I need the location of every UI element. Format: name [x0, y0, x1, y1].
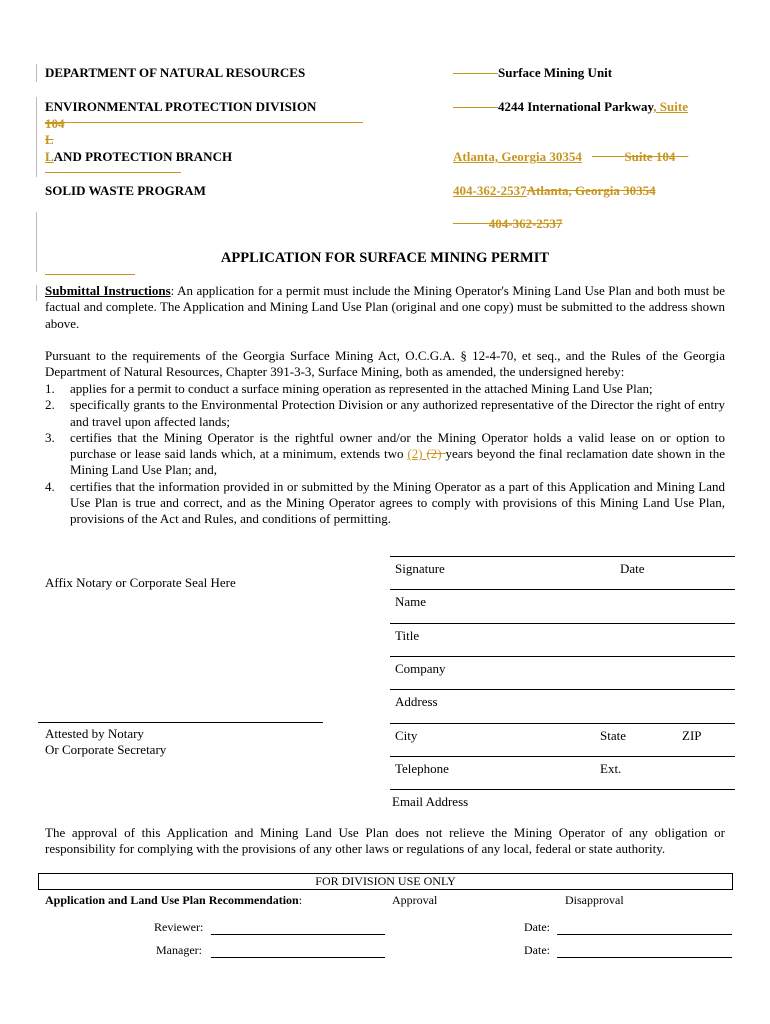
deleted-suite-text: Suite 104 [624, 149, 676, 164]
list-item [45, 479, 725, 528]
deleted-two: (2) [426, 446, 446, 462]
deletion-line [453, 107, 498, 108]
manager-label: Manager: [156, 943, 202, 957]
submittal-instructions [45, 283, 725, 332]
submittal-text-2: The Application and Mining Land Use Plan (original and one copy) must be submitted to the address shown above. [45, 299, 726, 331]
page-title: APPLICATION FOR SURFACE MINING PERMIT [220, 250, 550, 266]
email-label: Email Address [392, 794, 469, 809]
name-field[interactable] [390, 589, 735, 609]
branch-name-rest: AND PROTECTION BRANCH [53, 149, 233, 164]
notary-signature-line[interactable] [38, 722, 323, 723]
telephone-field[interactable] [390, 756, 735, 776]
reviewer-date-line[interactable] [557, 934, 732, 935]
recommendation-colon: : [298, 893, 303, 907]
list-item [45, 430, 725, 479]
signature-field[interactable] [390, 556, 735, 576]
company-label: Company [395, 661, 446, 676]
zip-label: ZIP [682, 728, 702, 743]
city-line [453, 149, 688, 165]
street-address-text: 4244 International Parkway [498, 99, 654, 114]
deleted-suite [592, 149, 688, 164]
submittal-colon: : [170, 283, 178, 298]
deleted-phone-line [453, 216, 562, 232]
unit-name: Surface Mining Unit [498, 65, 613, 80]
list-text-pre: certifies that the Mining Operator is the rightful owner and/or the Mining Operator holds a valid lease on or option to purchase or lease said lands which, at a minimum, extends two [70, 429, 725, 462]
revision-bar [36, 97, 37, 177]
list-number: 2. [45, 397, 55, 413]
deletion-line [453, 73, 498, 74]
name-label: Name [395, 594, 427, 609]
list-number: 3. [45, 429, 55, 445]
city-state-zip-field[interactable] [390, 723, 735, 743]
program-name: SOLID WASTE PROGRAM [45, 183, 206, 198]
pursuant-paragraph: Pursuant to the requirements of the Georgia Surface Mining Act, O.C.G.A. § 12-4-70, et seq., and the Rules of the Georgia Department of Natural Resources, Chapter 391-3-3, Surface Mining, both as amended, the undersigned hereby: [45, 348, 725, 380]
reviewer-line[interactable] [211, 934, 385, 935]
revision-bar [36, 64, 37, 82]
deleted-suite-number: 104 [45, 116, 65, 131]
division-name: ENVIRONMENTAL PROTECTION DIVISION [45, 99, 317, 114]
insertion-line [45, 172, 181, 173]
submittal-text-1: An application for a permit must include the Mining Operator's Mining Land Use Plan and both must be factual and complete. [45, 283, 726, 315]
approval-option[interactable]: Approval [392, 893, 438, 907]
deletion-line [45, 122, 363, 123]
reviewer-label: Reviewer: [154, 920, 204, 934]
manager-date-line[interactable] [557, 957, 732, 958]
attested-label-2: Or Corporate Secretary [45, 742, 167, 757]
deleted-letter: L [45, 132, 54, 147]
title-label: Title [395, 628, 420, 643]
dept-name: DEPARTMENT OF NATURAL RESOURCES [45, 65, 306, 80]
inserted-suite: , Suite [653, 99, 688, 114]
list-item [45, 381, 725, 397]
address-field[interactable] [390, 689, 735, 709]
manager-line[interactable] [211, 957, 385, 958]
list-text: applies for a permit to conduct a surface mining operation as represented in the attached Mining Land Use Plan; [70, 381, 653, 396]
date-label: Date [620, 561, 645, 576]
city-label: City [395, 728, 418, 743]
list-number: 4. [45, 478, 55, 494]
address-label: Address [395, 694, 438, 709]
state-label: State [600, 728, 626, 743]
undertakings-list [45, 381, 725, 528]
title-field[interactable] [390, 623, 735, 643]
insertion-line [45, 274, 135, 275]
inserted-letter: L [45, 149, 54, 164]
revision-bar [36, 285, 37, 301]
submittal-label: Submittal Instructions [45, 283, 171, 298]
email-field[interactable] [390, 789, 735, 809]
list-item [45, 397, 725, 430]
division-use-header: FOR DIVISION USE ONLY [38, 873, 733, 890]
inserted-phone: 404-362-2537 [453, 183, 527, 198]
ext-label: Ext. [600, 761, 622, 776]
phone-line [453, 183, 656, 199]
street-address [498, 99, 688, 115]
reviewer-date-label: Date: [524, 920, 550, 934]
deleted-city: Atlanta, Georgia 30354 [526, 183, 656, 198]
list-text: certifies that the information provided in or submitted by the Mining Operator as a part of this Application and Mining Land Use Plan is true and correct, and as the Mining Operator agrees to comply with provisions of this Mining Land Use Plan, provisions of the Act and Rules, and conditions of permitting. [70, 478, 725, 527]
approval-disclaimer: The approval of this Application and Mining Land Use Plan does not relieve the Mining Operator of any obligation or responsibility for complying with the provisions of any other laws or regulations of any local, federal or state authority. [45, 825, 725, 857]
disapproval-option[interactable]: Disapproval [565, 893, 624, 907]
company-field[interactable] [390, 656, 735, 676]
inserted-two: (2) [407, 446, 427, 462]
list-number: 1. [45, 381, 55, 396]
list-text-post: years beyond the final reclamation date shown in the Mining Land Use Plan; and, [70, 446, 725, 478]
inserted-city: Atlanta, Georgia 30354 [453, 149, 582, 164]
recommendation-text: Application and Land Use Plan Recommendation [45, 893, 299, 907]
list-text: specifically grants to the Environmental Protection Division or any authorized representative of the Director the right of entry and travel upon affected lands; [70, 397, 725, 429]
signature-label: Signature [395, 561, 445, 576]
affix-seal-label: Affix Notary or Corporate Seal Here [45, 575, 236, 590]
recommendation-label [45, 893, 302, 908]
manager-date-label: Date: [524, 943, 550, 957]
attested-label-1: Attested by Notary [45, 726, 144, 741]
branch-name [45, 149, 232, 165]
telephone-label: Telephone [395, 761, 449, 776]
deleted-phone: 404-362-2537 [488, 216, 563, 231]
